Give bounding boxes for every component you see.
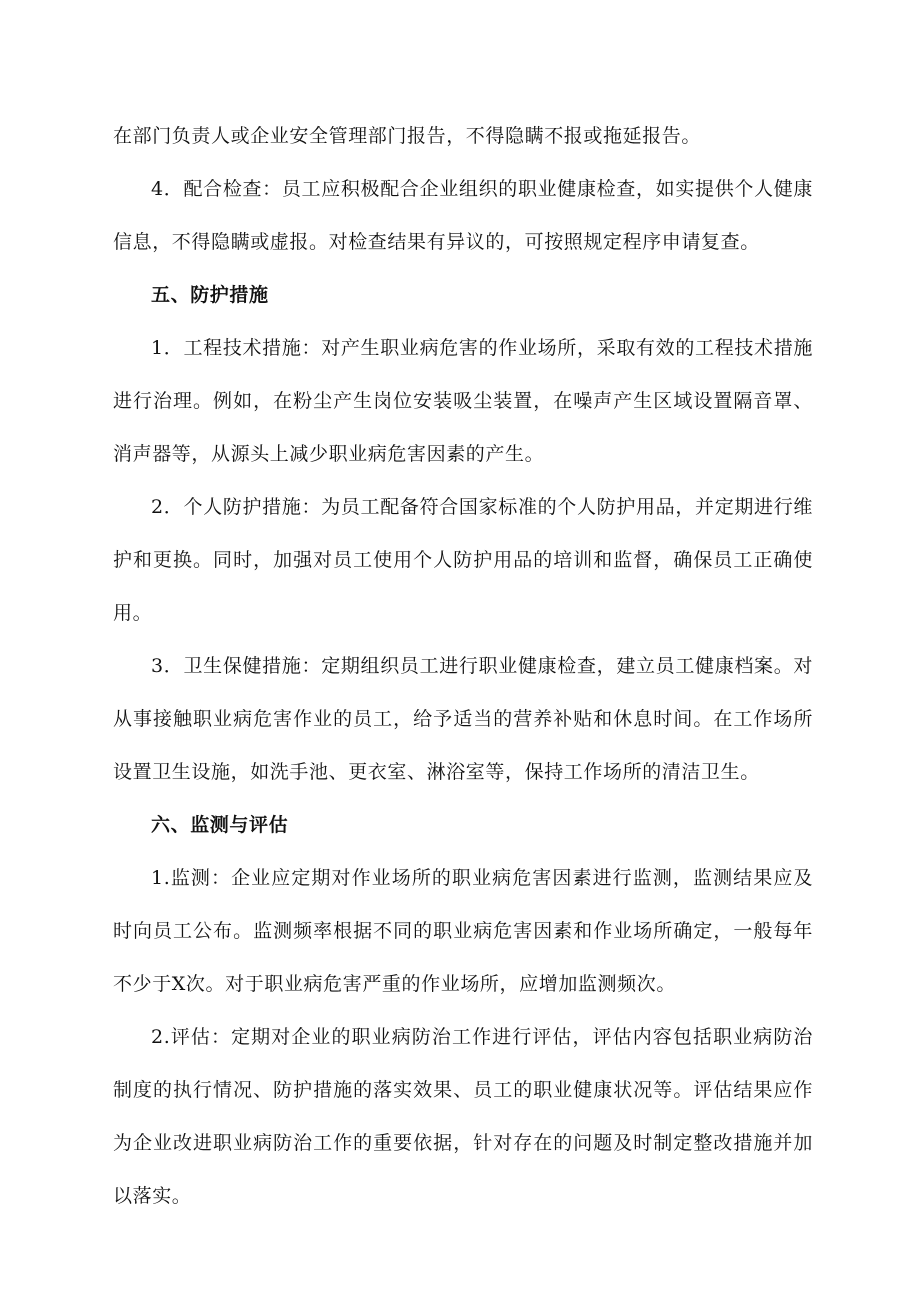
item-number: 3 (151, 655, 164, 677)
paragraph-text: 评估：定期对企业的职业病防治工作进行评估，评估内容包括职业病防治制度的执行情况、防护措施的落实效果、员工的职业健康状况等。评估结果应作为企业改进职业病防治工作的重要依据，针对存在的问题及时制定整改措施并加以落实。 (113, 1026, 813, 1207)
paragraph-text: 卫生保健措施：定期组织员工进行职业健康检查，建立员工健康档案。对从事接触职业病危害作业的员工，给予适当的营养补贴和休息时间。在工作场所设置卫生设施，如洗手池、更衣室、淋浴室等，保持工作场所的清洁卫生。 (113, 655, 814, 783)
paragraph-text: 配合检查：员工应积极配合企业组织的职业健康检查，如实提供个人健康信息，不得隐瞒或虚报。对检查结果有异议的，可按照规定程序申请复查。 (113, 178, 814, 253)
paragraph-item-evaluation (113, 1011, 813, 1223)
item-separator: . (163, 1026, 171, 1048)
paragraph-item-engineering-measures (113, 322, 813, 481)
item-separator: ． (163, 655, 184, 677)
paragraph-text: 监测：企业应定期对作业场所的职业病危害因素进行监测，监测结果应及时向员工公布。监测频率根据不同的职业病危害因素和作业场所确定，一般每年不少于X次。对于职业病危害严重的作业场所，应增加监测频次。 (113, 867, 813, 995)
document-body (113, 110, 813, 1223)
section-heading-protection-measures: 五、防护措施 (151, 284, 269, 306)
item-number: 4 (151, 178, 164, 200)
section-heading-monitoring-evaluation: 六、监测与评估 (151, 814, 289, 836)
paragraph-item-personal-protection (113, 481, 813, 640)
paragraph-item-health-care (113, 640, 813, 799)
item-separator: . (163, 867, 171, 889)
item-number: 1 (151, 337, 164, 359)
paragraph-text: 工程技术措施：对产生职业病危害的作业场所，采取有效的工程技术措施进行治理。例如，在粉尘产生岗位安装吸尘装置，在噪声产生区域设置隔音罩、消声器等，从源头上减少职业病危害因素的产生。 (113, 337, 814, 465)
item-number: 2 (151, 1026, 164, 1048)
paragraph-item-cooperate-inspection (113, 163, 813, 269)
item-number: 1 (151, 867, 164, 889)
paragraph-continuation (113, 110, 813, 163)
item-separator: ． (163, 178, 184, 200)
paragraph-item-monitoring (113, 852, 813, 1011)
item-number: 2 (151, 496, 164, 518)
item-separator: ． (163, 496, 184, 518)
item-separator: ． (163, 337, 184, 359)
paragraph-text: 在部门负责人或企业安全管理部门报告，不得隐瞒不报或拖延报告。 (113, 125, 702, 147)
paragraph-text: 个人防护措施：为员工配备符合国家标准的个人防护用品，并定期进行维护和更换。同时，加强对员工使用个人防护用品的培训和监督，确保员工正确使用。 (113, 496, 814, 624)
